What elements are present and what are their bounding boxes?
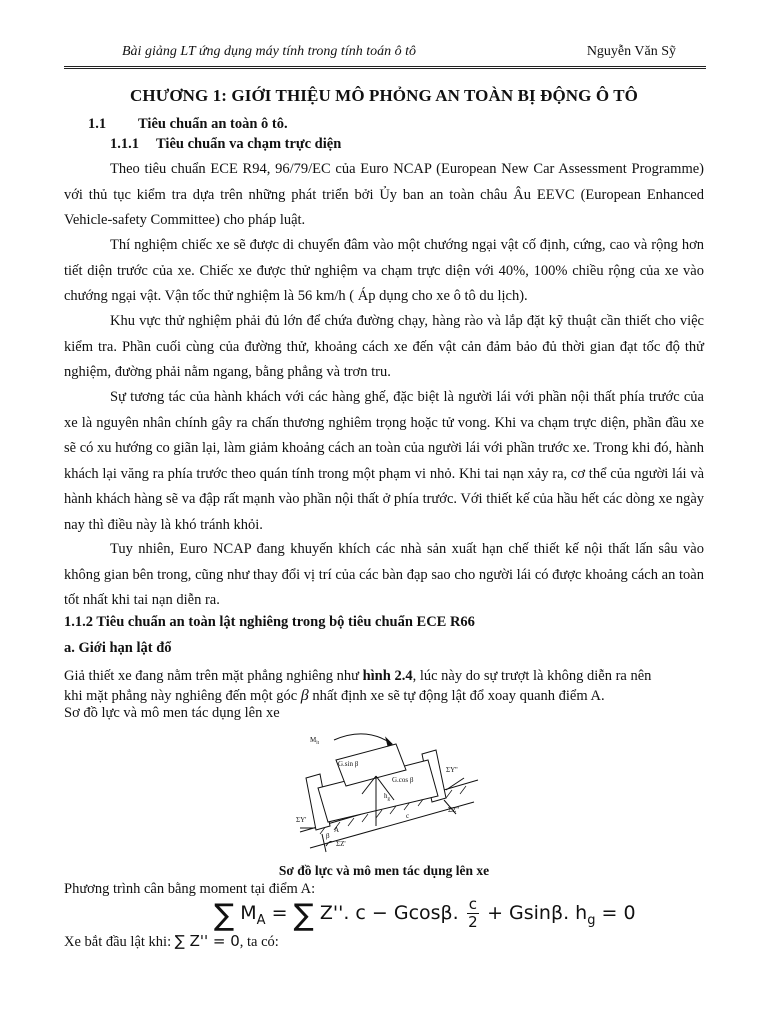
body-text: , ta có: <box>239 934 279 950</box>
eq-term1: Z''. c − Gcosβ. <box>319 902 459 924</box>
section-text: Tiêu chuẩn an toàn ô tô. <box>138 116 288 132</box>
eq-equals: = <box>271 902 288 924</box>
figure-caption: Sơ đồ lực và mô men tác dụng lên xe <box>278 863 490 878</box>
label-moment: $M_{lt}$ <box>310 736 320 746</box>
moment-equation <box>214 896 636 933</box>
body-text: , lúc này do sự trượt là không diễn ra nên <box>412 668 652 684</box>
equation-intro: Phương trình cân bằng moment tại điểm A: <box>64 881 316 897</box>
eq-term2-subscript: g <box>587 912 596 928</box>
eq-fraction <box>467 896 479 931</box>
label-beta: β <box>326 832 330 840</box>
label-g-sin: G.sin β <box>338 760 359 768</box>
page-header <box>64 40 706 69</box>
eq-lhs: M <box>240 902 257 924</box>
beta-symbol: β <box>300 687 309 704</box>
body-line-1 <box>64 668 704 685</box>
label-g-cos: G.cos β <box>392 776 414 784</box>
y-top-force-arrow <box>446 778 464 790</box>
body-line-2 <box>64 687 704 705</box>
paragraph-2: Thí nghiệm chiếc xe sẽ được di chuyển đâm vào một chướng ngại vật cố định, cứng, cao và rộng hơn tiết diện trước của xe. Chiếc xe được thử nghiệm va chạm trực diện với 40%, 100% chiều rộng của xe vào chướng ngại vật. Vận tốc thử nghiệm là 56 km/h ( Áp dụng cho xe ô tô du lịch). <box>64 237 704 305</box>
subsection-text: Tiêu chuẩn va chạm trực diện <box>156 136 342 152</box>
force-diagram-figure <box>296 730 482 862</box>
body-text: khi mặt phẳng này nghiêng đến một góc <box>64 688 301 704</box>
moment-arrowhead <box>386 738 392 746</box>
paragraph-1: Theo tiêu chuẩn ECE R94, 96/79/EC của Euro NCAP (European New Car Assessment Programme) với thủ tục kiểm tra dựa trên những phát triển bởi Ủy ban an toàn châu Âu EEVC (European Enhanced Vehicle-safety Committee) cho pháp luật. <box>64 161 704 229</box>
body-line-3: Sơ đồ lực và mô men tác dụng lên xe <box>64 705 280 721</box>
label-point-a: A <box>334 826 340 834</box>
body-text: Xe bắt đầu lật khi: <box>64 934 175 950</box>
eq-rhs: = 0 <box>601 902 636 924</box>
sum-symbol: ∑ <box>214 898 235 933</box>
figure-reference: hình 2.4 <box>362 668 413 684</box>
header-author: Nguyễn Văn Sỹ <box>586 44 676 59</box>
body-text: nhất định xe sẽ tự động lật đổ xoay quanh điểm A. <box>308 688 605 704</box>
moment-arc <box>334 734 392 744</box>
subsection-number: 1.1.1 <box>110 136 139 152</box>
section-number: 1.1 <box>88 116 107 132</box>
last-line <box>64 933 704 951</box>
paragraph-5: Tuy nhiên, Euro NCAP đang khuyến khích các nhà sản xuất hạn chế thiết kế nội thất lấn sâu vào không gian bên trong, cũng như thay đổi vị trí của các bàn đạp sao cho người lái có được khoảng cách an toàn tốt nhất khi tai nạn diễn ra. <box>64 541 704 609</box>
section-heading <box>88 116 288 133</box>
label-y-top: ΣY'' <box>446 766 458 774</box>
label-y-left: ΣY' <box>296 816 307 824</box>
label-c: c <box>406 812 410 820</box>
frac-denominator: 2 <box>468 913 478 931</box>
eq-term2: + Gsinβ. h <box>487 902 588 924</box>
frac-numerator: c <box>468 895 478 913</box>
inline-math: ∑ Z'' = 0 <box>174 932 240 950</box>
subsection-heading <box>110 136 341 153</box>
subsubsection-heading: a. Giới hạn lật đổ <box>64 640 172 656</box>
paragraph-4: Sự tương tác của hành khách với các hàng ghế, đặc biệt là người lái với phần nội thất phía trước của xe là nguyên nhân chính gây ra chấn thương nghiêm trọng hoặc tử vong. Khi va chạm trực diện, phần đầu xe sẽ có xu hướng co giãn lại, làm giảm khoảng cách an toàn của người lái với phần trước xe. Trong khi đó, hành khách lại văng ra phía trước theo quán tính trong một phạm vi nhỏ. Khi tai nạn xảy ra, cơ thể của người lái và hành khách hàng sẽ va đập rất mạnh vào phần nội thất ở phía trước. Với thiết kế của hầu hết các dòng xe ngày nay thì điều này là khó tránh khỏi. <box>64 389 704 533</box>
label-hg: $h_g$ <box>384 792 390 802</box>
label-z-bottom: ΣZ' <box>336 840 346 848</box>
label-z-right: ΣZ'' <box>448 806 459 814</box>
sum-symbol: ∑ <box>293 898 314 933</box>
subsection-heading-2: 1.1.2 Tiêu chuẩn an toàn lật nghiêng trong bộ tiêu chuẩn ECE R66 <box>64 614 475 630</box>
body-text: Giả thiết xe đang nằm trên mặt phẳng nghiêng như <box>64 668 363 684</box>
header-course-title: Bài giảng LT ứng dụng máy tính trong tính toán ô tô <box>122 44 416 59</box>
chapter-title: CHƯƠNG 1: GIỚI THIỆU MÔ PHỎNG AN TOÀN BỊ ĐỘNG Ô TÔ <box>130 86 638 105</box>
eq-lhs-subscript: A <box>256 912 266 928</box>
paragraph-3: Khu vực thử nghiệm phải đủ lớn để chứa đường chạy, hàng rào và lắp đặt kỹ thuật cần thiết cho việc kiểm tra. Phần cuối cùng của đường thử, khoảng cách xe đến vật cản đảm bảo đủ thời gian đạt tốc độ thử nghiệm, đường phải nằm ngang, bằng phẳng và trơn tru. <box>64 313 704 381</box>
